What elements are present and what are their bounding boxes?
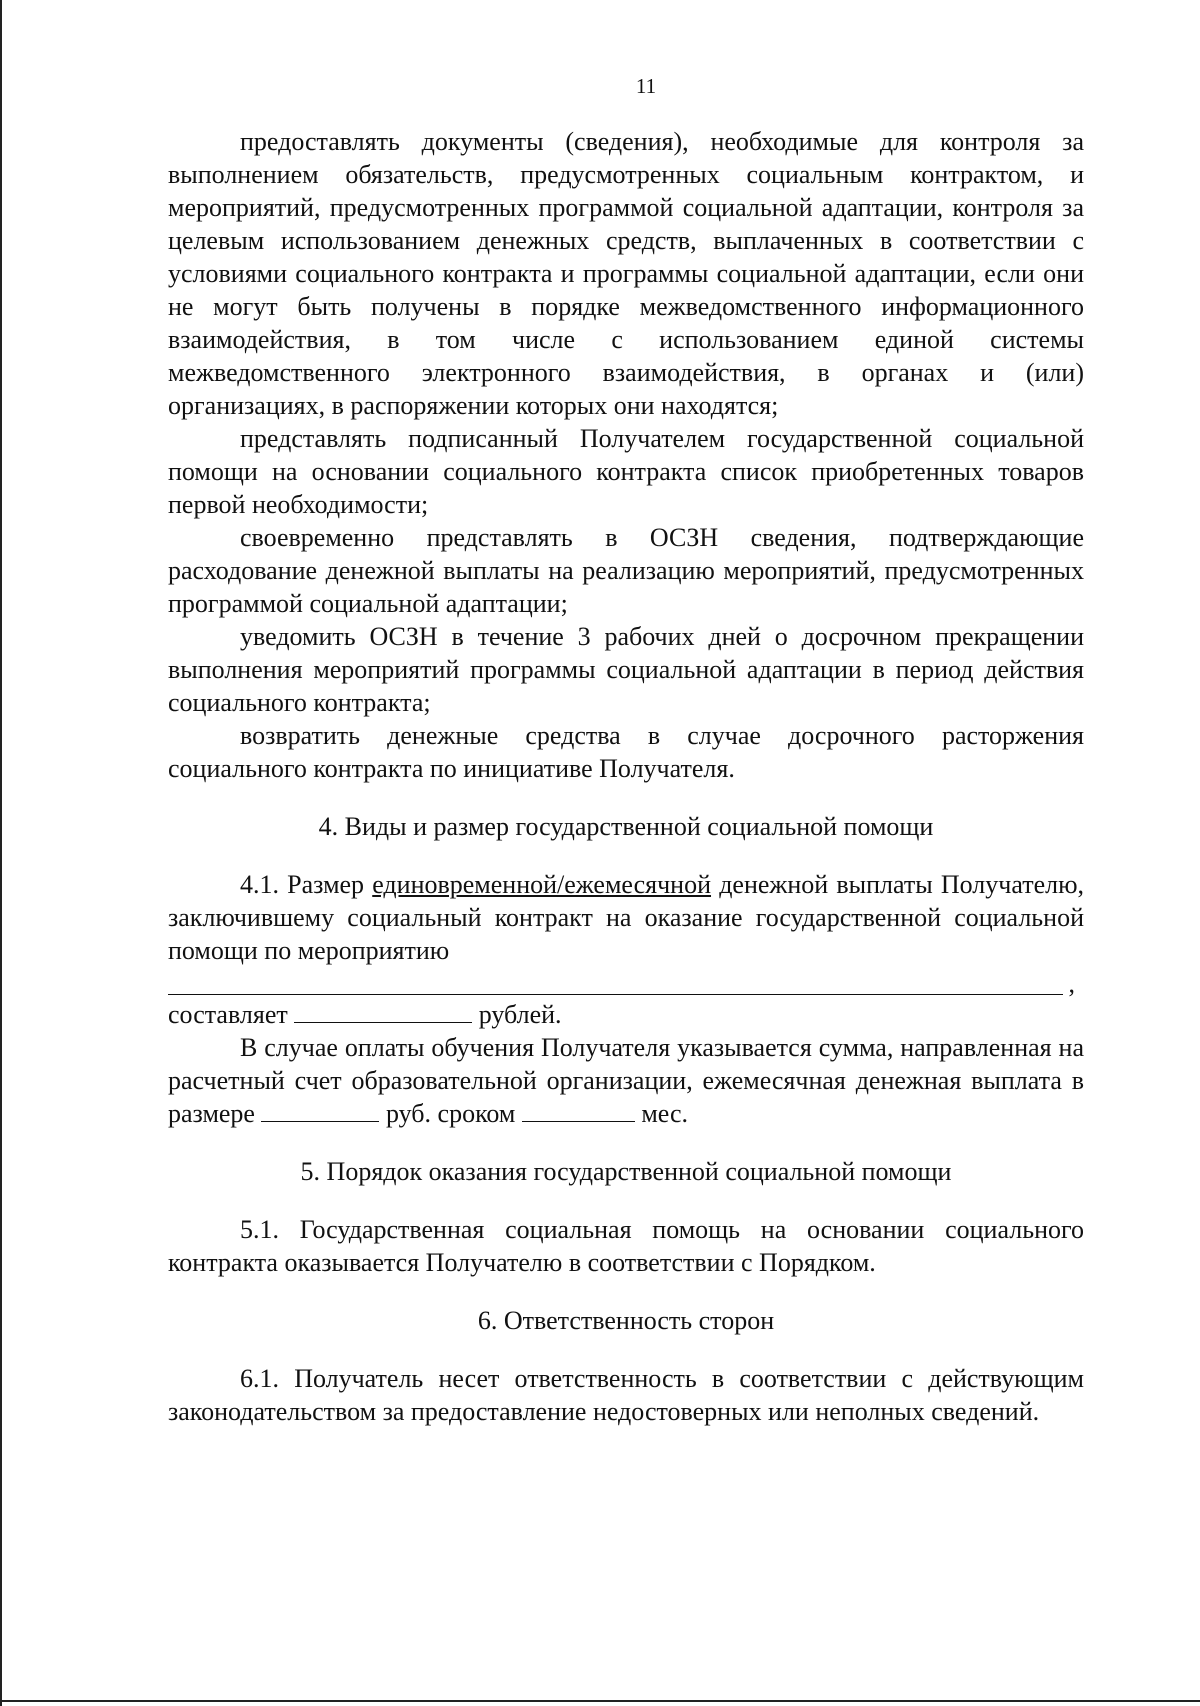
payment-type-underlined: единовременной/ежемесячной — [372, 870, 712, 899]
section-4-heading: 4. Виды и размер государственной социальной помощи — [318, 812, 934, 841]
amount-blank — [294, 1000, 472, 1023]
scan-edge-bottom — [0, 1700, 1200, 1702]
activity-blank-comma: , — [1068, 969, 1075, 998]
paragraph-6-1: 6.1. Получатель несет ответственность в соответствии с действующим законодательством за предоставление недостоверных или неполных сведений. — [168, 1364, 1084, 1426]
paragraph-5-1: 5.1. Государственная социальная помощь на основании социального контракта оказывается Получателю в соответствии с Порядком. — [168, 1215, 1084, 1277]
section-5-heading: 5. Порядок оказания государственной социальной помощи — [300, 1157, 952, 1186]
paragraph-4-2-start: В случае оплаты обучения Получателя указывается сумма, направленная на расчетный счет образовательной организации, ежемесячная денежная выплата в размере — [168, 1033, 1084, 1128]
paragraph-return-funds: возвратить денежные средства в случае досрочного расторжения социального контракта по инициативе Получателя. — [168, 721, 1084, 783]
paragraph-documents: предоставлять документы (сведения), необходимые для контроля за выполнением обязательств, предусмотренных социальным контрактом, и мероприятий, предусмотренных программой социальной адаптации, контроля за целевым использованием денежных средств, выплаченных в соответствии с условиями социального контракта и программы социальной адаптации, если они не могут быть получены в порядке межведомственного информационного взаимодействия, в том числе с использованием единой системы межведомственного электронного взаимодействия, в органах и (или) организациях, в распоряжении которых они находятся; — [168, 127, 1084, 420]
monthly-amount-blank — [261, 1099, 379, 1122]
section-6-heading: 6. Ответственность сторон — [477, 1306, 775, 1335]
document-page — [168, 70, 1084, 1428]
term-blank — [522, 1099, 635, 1122]
paragraph-4-1 — [168, 868, 1084, 967]
paragraph-4-1-start: 4.1. Размер — [240, 870, 365, 899]
paragraph-4-2 — [168, 1031, 1084, 1130]
scan-edge-left — [0, 0, 2, 1706]
paragraph-notify-termination: уведомить ОСЗН в течение 3 рабочих дней о досрочном прекращении выполнения мероприятий программы социальной адаптации в период действия социального контракта; — [168, 622, 1084, 717]
paragraph-4-2-mid: руб. сроком — [385, 1099, 516, 1128]
paragraph-goods-list: представлять подписанный Получателем государственной социальной помощи на основании социального контракта список приобретенных товаров первой необходимости; — [168, 424, 1084, 519]
activity-blank-line — [168, 967, 1075, 998]
page-number: 11 — [635, 74, 657, 98]
amount-line — [168, 998, 1084, 1031]
amount-prefix: составляет — [168, 1000, 288, 1029]
paragraph-4-1-rest: денежной выплаты Получателю, заключившему социальный контракт на оказание государственной социальной помощи по мероприятию — [168, 870, 1085, 965]
paragraph-4-2-end: мес. — [641, 1099, 689, 1128]
amount-suffix: рублей. — [478, 1000, 562, 1029]
paragraph-expense-info: своевременно представлять в ОСЗН сведения, подтверждающие расходование денежной выплаты на реализацию мероприятий, предусмотренных программой социальной адаптации; — [168, 523, 1084, 618]
